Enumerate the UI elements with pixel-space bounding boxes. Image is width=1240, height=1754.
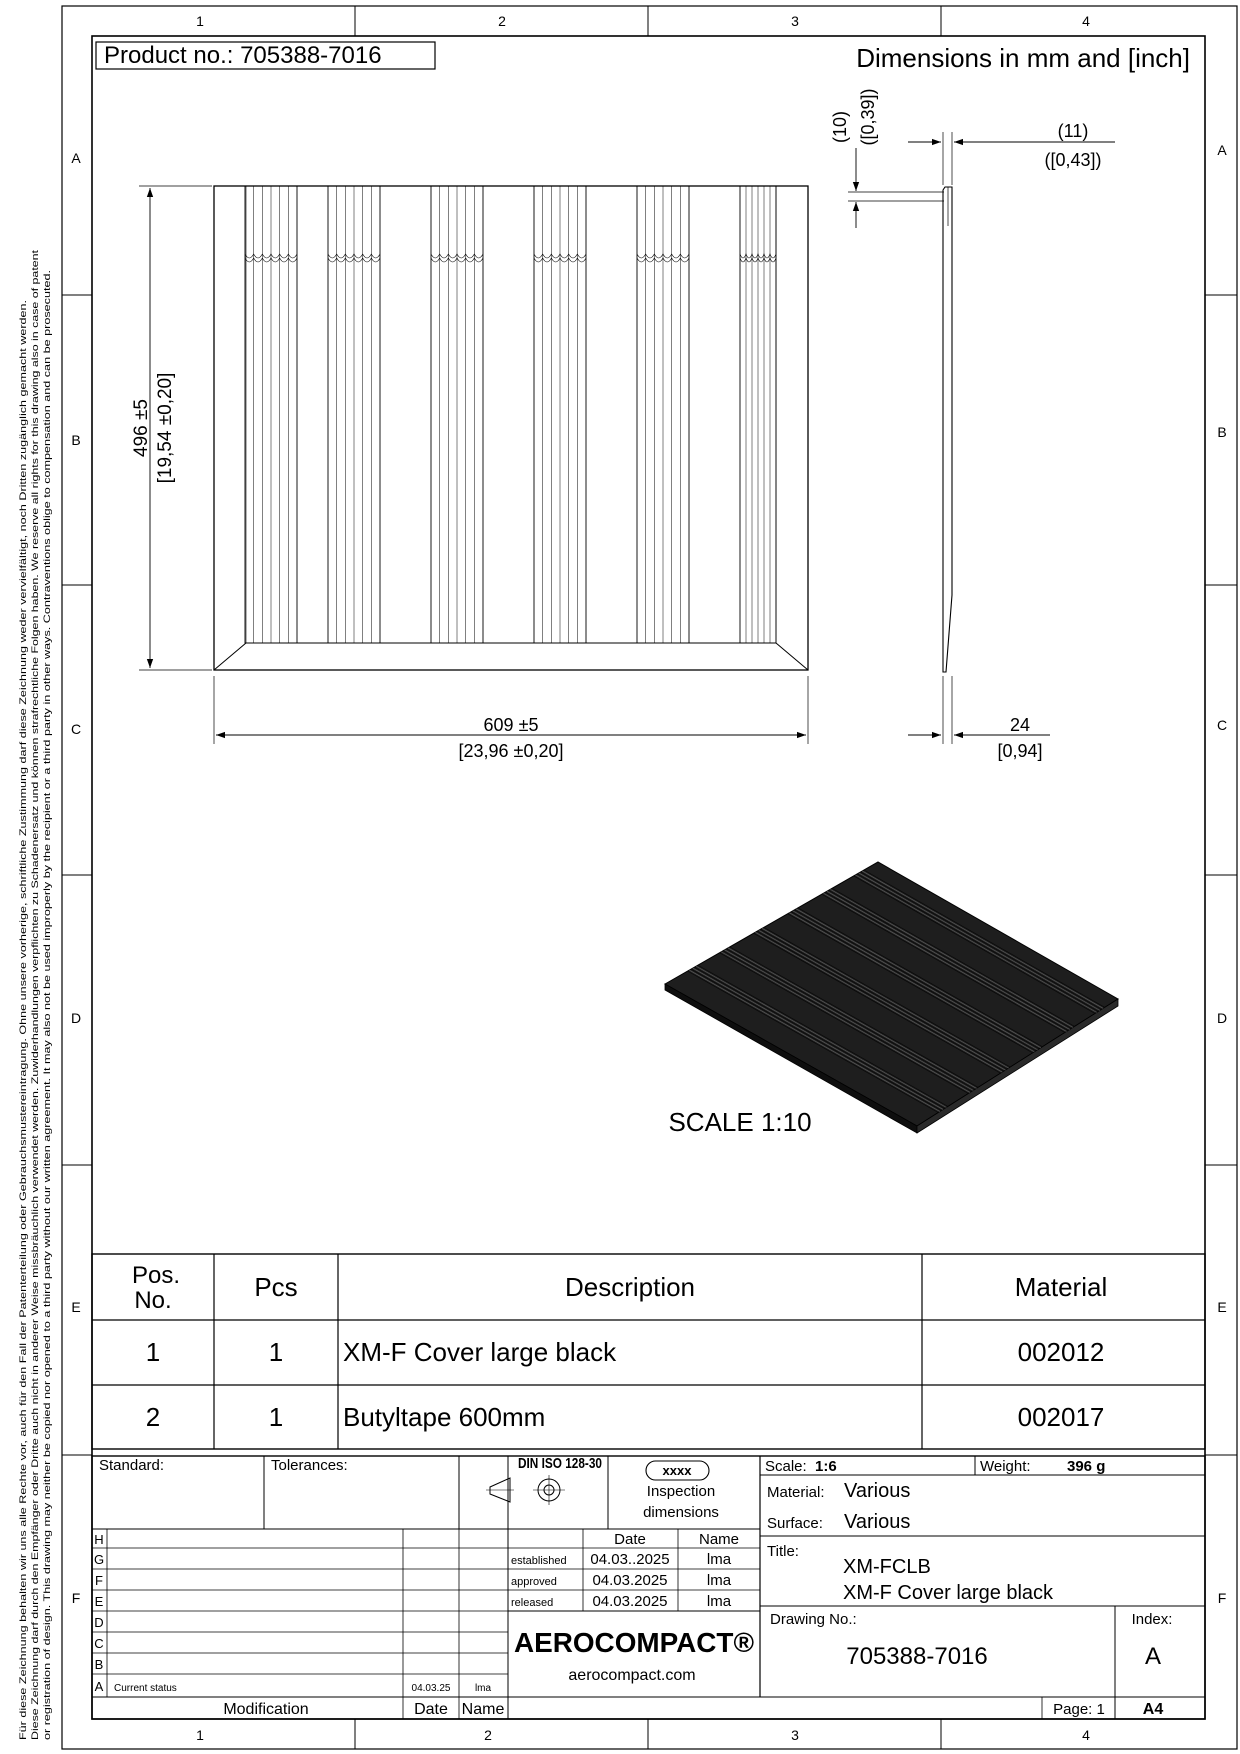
standard-label: Standard: bbox=[99, 1457, 165, 1474]
rib-6 bbox=[740, 186, 776, 643]
width-dimension-inch: [23,96 ±0,20] bbox=[458, 741, 564, 761]
scale-label: Scale: bbox=[765, 1458, 807, 1475]
company-logo: AEROCOMPACT® bbox=[514, 1627, 755, 1658]
parts-row-2 bbox=[146, 1402, 1105, 1432]
parts-row-1-pos: 1 bbox=[145, 1337, 161, 1367]
projection-symbol-icon bbox=[486, 1475, 565, 1505]
thickness-dimension-inch: [0,94] bbox=[997, 741, 1043, 761]
height-dimension-inch: [19,54 ±0,20] bbox=[155, 372, 176, 484]
height-dimension bbox=[131, 186, 212, 670]
height-dimension-mm: 496 ±5 bbox=[131, 399, 152, 457]
modification-name-label: Name bbox=[461, 1701, 505, 1718]
row-label-left-e: E bbox=[71, 1299, 81, 1315]
weight-value: 396 g bbox=[1067, 1458, 1106, 1475]
scale-value: 1:6 bbox=[815, 1458, 837, 1475]
revision-a-text: Current status bbox=[114, 1683, 177, 1694]
page-number: Page: 1 bbox=[1053, 1701, 1105, 1718]
rib-group bbox=[245, 186, 776, 643]
parts-header-material: Material bbox=[1014, 1272, 1108, 1302]
parts-row-1-description: XM-F Cover large black bbox=[343, 1337, 617, 1367]
parts-row-2-material: 002017 bbox=[1017, 1402, 1105, 1432]
column-label-bottom-2: 2 bbox=[484, 1727, 492, 1743]
revision-letter-c: C bbox=[94, 1636, 104, 1651]
material-label: Material: bbox=[767, 1484, 825, 1501]
din-standard: DIN ISO 128-30 bbox=[518, 1455, 602, 1472]
lip-dimension-inch: ([0,39]) bbox=[858, 88, 878, 146]
released-name: lma bbox=[706, 1593, 732, 1610]
revision-letter-b: B bbox=[94, 1657, 104, 1672]
inspection-code: xxxx bbox=[662, 1463, 692, 1478]
parts-header-pos-line2: No. bbox=[134, 1287, 172, 1314]
revision-letter-h: H bbox=[94, 1532, 104, 1547]
established-name: lma bbox=[706, 1551, 732, 1568]
revision-letters bbox=[94, 1532, 104, 1694]
modification-date-label: Date bbox=[414, 1701, 448, 1718]
header bbox=[96, 42, 1190, 73]
inspection-label-line-2: dimensions bbox=[643, 1504, 719, 1521]
row-label-left-a: A bbox=[71, 150, 81, 166]
legal-notice-line-3: or registration of design. This drawing may neither be copied nor opened to a third party without our written agreement. It may also not be used improperly by the recipient or a third party in other ways. Contraventions oblige to compensation and can be prosecuted. bbox=[42, 655, 52, 1740]
surface-value: Various bbox=[844, 1511, 911, 1533]
approved-label: approved bbox=[511, 1576, 557, 1588]
product-number: Product no.: 705388-7016 bbox=[104, 42, 382, 69]
units-note: Dimensions in mm and [inch] bbox=[856, 43, 1190, 73]
rib-5 bbox=[637, 186, 689, 643]
column-label-top-2: 2 bbox=[498, 13, 506, 29]
row-label-left-d: D bbox=[70, 1010, 82, 1026]
surface-label: Surface: bbox=[767, 1515, 823, 1532]
revision-letter-e: E bbox=[94, 1594, 104, 1609]
company-website: aerocompact.com bbox=[568, 1667, 696, 1684]
revision-letter-a: A bbox=[94, 1679, 104, 1694]
parts-row-2-pos: 2 bbox=[145, 1402, 161, 1432]
lip-dimension-mm: (10) bbox=[830, 110, 850, 144]
established-date: 04.03..2025 bbox=[590, 1551, 670, 1568]
material-value: Various bbox=[844, 1480, 911, 1502]
released-date: 04.03.2025 bbox=[592, 1593, 668, 1610]
column-label-top-3: 3 bbox=[791, 13, 799, 29]
title-line-2: XM-F Cover large black bbox=[843, 1582, 1054, 1604]
column-label-bottom-4: 4 bbox=[1082, 1727, 1090, 1743]
revision-a-name: lma bbox=[474, 1683, 492, 1694]
revision-letter-d: D bbox=[94, 1615, 104, 1630]
parts-row-2-pcs: 1 bbox=[268, 1402, 284, 1432]
name-header: Name bbox=[698, 1531, 740, 1548]
rib-2 bbox=[328, 186, 380, 643]
paper-format: A4 bbox=[1142, 1701, 1164, 1718]
row-label-right-e: E bbox=[1217, 1299, 1227, 1315]
legal-notice bbox=[18, 249, 52, 1740]
parts-list bbox=[92, 1254, 1205, 1449]
released-label: released bbox=[511, 1597, 554, 1609]
modification-label: Modification bbox=[223, 1701, 309, 1718]
legal-notice-line-2: Diese Zeichnung darf durch den Empfänger oder Dritte auch nicht in anderer Weise missbräuchlich verwendet werden. Zuwiderhandlungen verpflichten zu Schadenersatz und können strafrechtliche Folgen haben. We reserve all rights for this drawing also in case of patent bbox=[30, 622, 40, 1740]
row-label-right-b: B bbox=[1217, 424, 1227, 440]
rib-3 bbox=[431, 186, 483, 643]
width-dimension bbox=[214, 676, 808, 761]
approved-name: lma bbox=[706, 1572, 732, 1589]
parts-header-pcs: Pcs bbox=[254, 1272, 298, 1302]
parts-header-description: Description bbox=[564, 1272, 696, 1302]
width-dimension-mm: 609 ±5 bbox=[483, 715, 539, 735]
offset-dimension-inch: ([0,43]) bbox=[1044, 150, 1102, 170]
thickness-dimension-mm: 24 bbox=[1009, 715, 1031, 735]
column-label-bottom-3: 3 bbox=[791, 1727, 799, 1743]
row-label-right-c: C bbox=[1216, 717, 1228, 733]
index-label: Index: bbox=[1131, 1611, 1173, 1628]
parts-row-1-pcs: 1 bbox=[268, 1337, 284, 1367]
title-block bbox=[92, 1455, 1205, 1719]
title-line-1: XM-FCLB bbox=[843, 1556, 931, 1578]
parts-row-1 bbox=[146, 1337, 1105, 1367]
index-value: A bbox=[1144, 1643, 1162, 1670]
rib-1 bbox=[245, 186, 297, 643]
row-label-left-b: B bbox=[71, 432, 81, 448]
row-label-right-d: D bbox=[1216, 1010, 1228, 1026]
inspection-label-line-1: Inspection bbox=[646, 1483, 716, 1500]
drawing-number: 705388-7016 bbox=[846, 1643, 988, 1670]
drawing-no-label: Drawing No.: bbox=[770, 1611, 857, 1628]
weight-label: Weight: bbox=[980, 1458, 1031, 1475]
column-label-top-1: 1 bbox=[196, 13, 204, 29]
isometric-view bbox=[665, 862, 1118, 1137]
date-header: Date bbox=[614, 1531, 646, 1548]
tolerances-label: Tolerances: bbox=[271, 1457, 348, 1474]
offset-dimension-mm: (11) bbox=[1057, 121, 1089, 141]
title-label: Title: bbox=[767, 1543, 799, 1560]
parts-header-pos-line1: Pos. bbox=[131, 1262, 181, 1289]
established-label: established bbox=[511, 1555, 567, 1567]
parts-row-1-material: 002012 bbox=[1017, 1337, 1105, 1367]
legal-notice-line-1: Für diese Zeichnung behalten wir uns alle Rechte vor, auch für den Fall der Patenterteilung oder Gebrauchsmustereintragung. Ohne unsere vorherige, schriftliche Zustimmung darf diese Zeichnung weder vervielfältigt, noch Dritten zugänglich gemacht werden. bbox=[18, 675, 28, 1740]
column-label-bottom-1: 1 bbox=[196, 1727, 204, 1743]
approved-date: 04.03.2025 bbox=[592, 1572, 668, 1589]
row-label-left-c: C bbox=[70, 721, 82, 737]
front-view bbox=[214, 186, 808, 670]
parts-row-2-description: Butyltape 600mm bbox=[343, 1402, 546, 1432]
side-view bbox=[830, 88, 1115, 761]
iso-scale-label: SCALE 1:10 bbox=[668, 1107, 812, 1137]
column-label-top-4: 4 bbox=[1082, 13, 1090, 29]
revision-a-date: 04.03.25 bbox=[411, 1683, 451, 1694]
revision-letter-g: G bbox=[93, 1552, 105, 1567]
rib-4 bbox=[534, 186, 586, 643]
row-label-left-f: F bbox=[71, 1590, 81, 1606]
row-label-right-a: A bbox=[1217, 142, 1227, 158]
revision-letter-f: F bbox=[95, 1573, 103, 1588]
row-label-right-f: F bbox=[1217, 1590, 1227, 1606]
